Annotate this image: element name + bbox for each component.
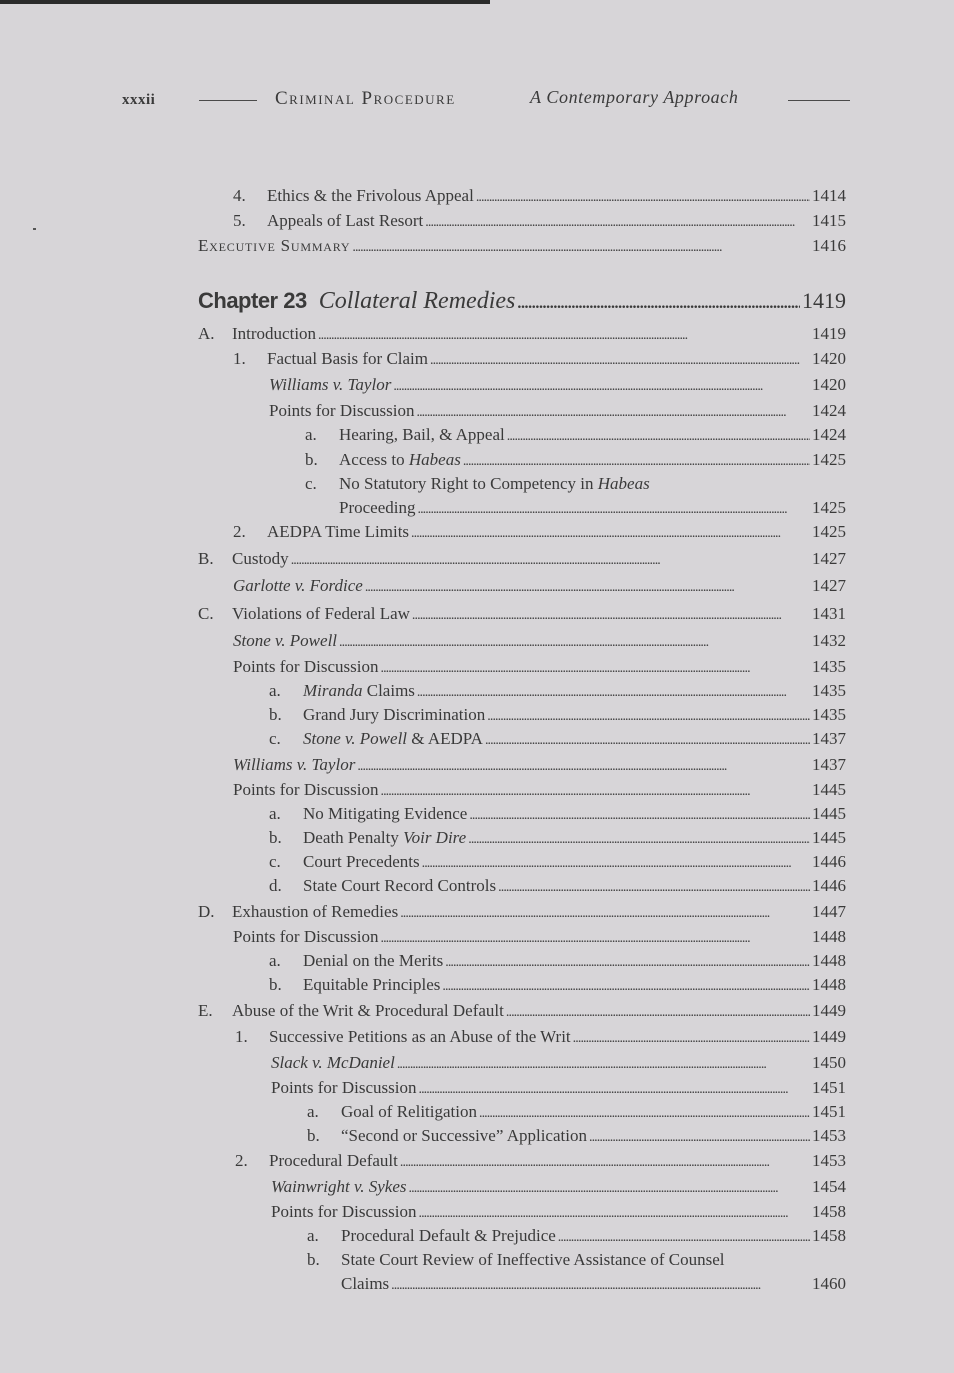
entry-page: 1424 (812, 401, 846, 420)
entry-title: Slack v. McDaniel (271, 1053, 395, 1072)
toc-entry (269, 729, 846, 751)
leader-dots (357, 755, 810, 777)
scan-edge-bar (0, 0, 490, 4)
entry-title: Points for Discussion (233, 780, 379, 799)
entry-number: 5. (233, 211, 246, 230)
toc-entry (269, 375, 846, 397)
leader-dots (479, 1102, 810, 1124)
entry-number: 4. (233, 186, 246, 205)
entry-number: c. (269, 852, 281, 871)
entry-page: 1427 (812, 549, 846, 568)
leader-dots (412, 604, 810, 626)
entry-page: 1451 (812, 1078, 846, 1097)
leader-dots (393, 375, 810, 397)
toc-entry (233, 349, 846, 371)
leader-dots (418, 1078, 810, 1100)
toc-entry (271, 1053, 846, 1075)
leader-dots (506, 1001, 810, 1023)
toc-entry (271, 1078, 846, 1100)
leader-dots (468, 828, 810, 850)
leader-dots (380, 780, 810, 802)
toc-entry (269, 828, 846, 850)
header-rule-right (788, 100, 850, 101)
page-number: xxxii (122, 92, 156, 108)
leader-dots (469, 804, 810, 826)
leader-dots (318, 324, 810, 346)
toc-entry-continuation (339, 498, 846, 520)
entry-number: a. (307, 1226, 319, 1245)
entry-number: a. (269, 804, 281, 823)
header-rule-left (199, 100, 257, 101)
chapter-number: Chapter 23 (198, 288, 307, 313)
entry-title: Executive Summary (198, 236, 351, 255)
entry-title: Court Precedents (303, 852, 420, 871)
toc-entry (307, 1226, 846, 1248)
toc-entry (305, 474, 846, 494)
entry-title: Abuse of the Writ & Procedural Default (232, 1001, 504, 1020)
entry-page: 1453 (812, 1126, 846, 1145)
entry-title: Appeals of Last Resort (267, 211, 424, 230)
toc-entry (269, 804, 846, 826)
toc-entry (198, 902, 846, 924)
leader-dots (430, 349, 810, 371)
toc-entry (271, 1202, 846, 1224)
entry-title: Wainwright v. Sykes (271, 1177, 407, 1196)
entry-page: 1445 (812, 780, 846, 799)
leader-dots (411, 522, 810, 544)
entry-title: Miranda Claims (303, 681, 415, 700)
toc-entry (269, 852, 846, 874)
chapter-title: Collateral Remedies (318, 288, 516, 314)
entry-page: 1415 (812, 211, 846, 230)
toc-entry (269, 975, 846, 997)
entry-number: 2. (235, 1151, 248, 1170)
entry-title: Exhaustion of Remedies (232, 902, 399, 921)
toc-entry (198, 236, 846, 258)
entry-number: d. (269, 876, 282, 895)
entry-page: 1448 (812, 975, 846, 994)
leader-dots (380, 657, 810, 679)
toc-entry (307, 1250, 846, 1270)
toc-entry (269, 876, 846, 898)
toc-entry (233, 927, 846, 949)
entry-number: b. (307, 1250, 320, 1269)
entry-title: Death Penalty Voir Dire (303, 828, 467, 847)
entry-title: Points for Discussion (271, 1078, 417, 1097)
entry-page: 1445 (812, 828, 846, 847)
entry-number: B. (198, 549, 214, 568)
entry-title: Hearing, Bail, & Appeal (339, 425, 505, 444)
entry-title: Points for Discussion (233, 657, 379, 676)
entry-page: 1425 (812, 498, 846, 517)
entry-title: Grand Jury Discrimination (303, 705, 486, 724)
book-subtitle: A Contemporary Approach (530, 87, 739, 107)
entry-title: Custody (232, 549, 289, 568)
toc-entry (307, 1102, 846, 1124)
entry-number: 2. (233, 522, 246, 541)
toc-entry (198, 324, 846, 346)
entry-page: 1451 (812, 1102, 846, 1121)
entry-page: 1435 (812, 657, 846, 676)
entry-page: 1453 (812, 1151, 846, 1170)
toc-entry (233, 576, 846, 598)
entry-page: 1460 (812, 1274, 846, 1293)
entry-page: 1446 (812, 876, 846, 895)
leader-dots (463, 450, 810, 472)
leader-dots (476, 186, 810, 208)
running-header (122, 86, 850, 116)
toc-entry (233, 211, 846, 233)
entry-page: 1432 (812, 631, 846, 650)
leader-dots (380, 927, 810, 949)
entry-title: Points for Discussion (269, 401, 415, 420)
entry-page: 1445 (812, 804, 846, 823)
toc-entry (269, 951, 846, 973)
entry-page: 1420 (812, 349, 846, 368)
entry-title-continued: Proceeding (339, 498, 416, 517)
entry-title: State Court Review of Ineffective Assistance of Counsel (341, 1250, 725, 1269)
leader-dots (352, 236, 810, 258)
entry-title: Factual Basis for Claim (267, 349, 429, 368)
entry-page: 1431 (812, 604, 846, 623)
entry-title: Violations of Federal Law (232, 604, 410, 623)
entry-title: Williams v. Taylor (269, 375, 392, 394)
scan-speck (33, 228, 36, 230)
entry-page: 1419 (812, 324, 846, 343)
entry-title-continued: Claims (341, 1274, 390, 1293)
toc-entry (233, 755, 846, 777)
toc-entry (271, 1177, 846, 1199)
entry-number: E. (198, 1001, 213, 1020)
entry-title: AEDPA Time Limits (267, 522, 410, 541)
entry-title: Procedural Default (269, 1151, 398, 1170)
entry-page: 1437 (812, 755, 846, 774)
entry-title: Stone v. Powell & AEDPA (303, 729, 483, 748)
entry-page: 1448 (812, 951, 846, 970)
leader-dots (507, 425, 810, 447)
toc-entry (198, 549, 846, 571)
toc-entry (198, 1001, 846, 1023)
toc-entry (305, 450, 846, 472)
entry-number: 1. (235, 1027, 248, 1046)
toc-entry (269, 401, 846, 423)
leader-dots (291, 549, 810, 571)
entry-title: Williams v. Taylor (233, 755, 356, 774)
entry-number: C. (198, 604, 214, 623)
entry-title: Equitable Principles (303, 975, 441, 994)
leader-dots (487, 705, 810, 727)
entry-title: Goal of Relitigation (341, 1102, 477, 1121)
entry-title: Stone v. Powell (233, 631, 338, 650)
leader-dots (517, 287, 800, 318)
entry-number: b. (305, 450, 318, 469)
entry-title: Points for Discussion (271, 1202, 417, 1221)
leader-dots (365, 576, 810, 598)
leader-dots (400, 902, 810, 924)
toc-entry (305, 425, 846, 447)
entry-page: 1425 (812, 522, 846, 541)
entry-page: 1425 (812, 450, 846, 469)
entry-number: a. (307, 1102, 319, 1121)
entry-page: 1427 (812, 576, 846, 595)
entry-page: 1414 (812, 186, 846, 205)
toc-entry (233, 522, 846, 544)
toc-entry (233, 780, 846, 802)
toc-entry (235, 1151, 846, 1173)
toc-entry (233, 186, 846, 208)
entry-number: A. (198, 324, 215, 343)
entry-number: c. (269, 729, 281, 748)
leader-dots (417, 498, 810, 520)
leader-dots (442, 975, 810, 997)
entry-number: D. (198, 902, 215, 921)
leader-dots (417, 681, 810, 703)
leader-dots (409, 1177, 810, 1199)
entry-number: b. (269, 705, 282, 724)
entry-number: a. (269, 681, 281, 700)
entry-page: 1448 (812, 927, 846, 946)
toc-entry (233, 631, 846, 653)
entry-number: a. (269, 951, 281, 970)
entry-page: 1435 (812, 681, 846, 700)
entry-title: Garlotte v. Fordice (233, 576, 363, 595)
leader-dots (422, 852, 810, 874)
entry-title: “Second or Successive” Application (341, 1126, 587, 1145)
entry-number: c. (305, 474, 317, 493)
entry-number: b. (269, 828, 282, 847)
toc-entry (235, 1027, 846, 1049)
entry-title: Ethics & the Frivolous Appeal (267, 186, 474, 205)
entry-title: Access to Habeas (339, 450, 461, 469)
leader-dots (397, 1053, 810, 1075)
entry-page: 1419 (802, 288, 846, 313)
leader-dots (425, 211, 810, 233)
entry-page: 1449 (812, 1001, 846, 1020)
leader-dots (558, 1226, 810, 1248)
entry-page: 1424 (812, 425, 846, 444)
entry-title: State Court Record Controls (303, 876, 497, 895)
leader-dots (445, 951, 810, 973)
entry-page: 1458 (812, 1202, 846, 1221)
toc-entry (307, 1126, 846, 1148)
book-title: Criminal Procedure (275, 88, 456, 109)
leader-dots (339, 631, 810, 653)
entry-page: 1449 (812, 1027, 846, 1046)
entry-number: 1. (233, 349, 246, 368)
leader-dots (573, 1027, 810, 1049)
entry-page: 1420 (812, 375, 846, 394)
entry-number: b. (269, 975, 282, 994)
leader-dots (391, 1274, 810, 1296)
toc-entry (269, 705, 846, 727)
entry-title: Procedural Default & Prejudice (341, 1226, 556, 1245)
entry-page: 1435 (812, 705, 846, 724)
leader-dots (400, 1151, 810, 1173)
entry-page: 1454 (812, 1177, 846, 1196)
leader-dots (589, 1126, 810, 1148)
entry-page: 1458 (812, 1226, 846, 1245)
entry-title: Successive Petitions as an Abuse of the Writ (269, 1027, 571, 1046)
toc-entry (198, 604, 846, 626)
entry-title: No Mitigating Evidence (303, 804, 468, 823)
leader-dots (498, 876, 810, 898)
entry-number: a. (305, 425, 317, 444)
toc-entry (269, 681, 846, 703)
entry-page: 1446 (812, 852, 846, 871)
entry-page: 1437 (812, 729, 846, 748)
entry-page: 1447 (812, 902, 846, 921)
entry-title: Denial on the Merits (303, 951, 444, 970)
entry-title: Points for Discussion (233, 927, 379, 946)
leader-dots (418, 1202, 810, 1224)
toc-entry (233, 657, 846, 679)
leader-dots (416, 401, 810, 423)
toc-entry-continuation (341, 1274, 846, 1296)
entry-number: b. (307, 1126, 320, 1145)
chapter-heading (198, 287, 846, 318)
entry-page: 1450 (812, 1053, 846, 1072)
entry-page: 1416 (812, 236, 846, 255)
entry-title: Introduction (232, 324, 317, 343)
entry-title: No Statutory Right to Competency in Habeas (339, 474, 650, 493)
leader-dots (485, 729, 810, 751)
